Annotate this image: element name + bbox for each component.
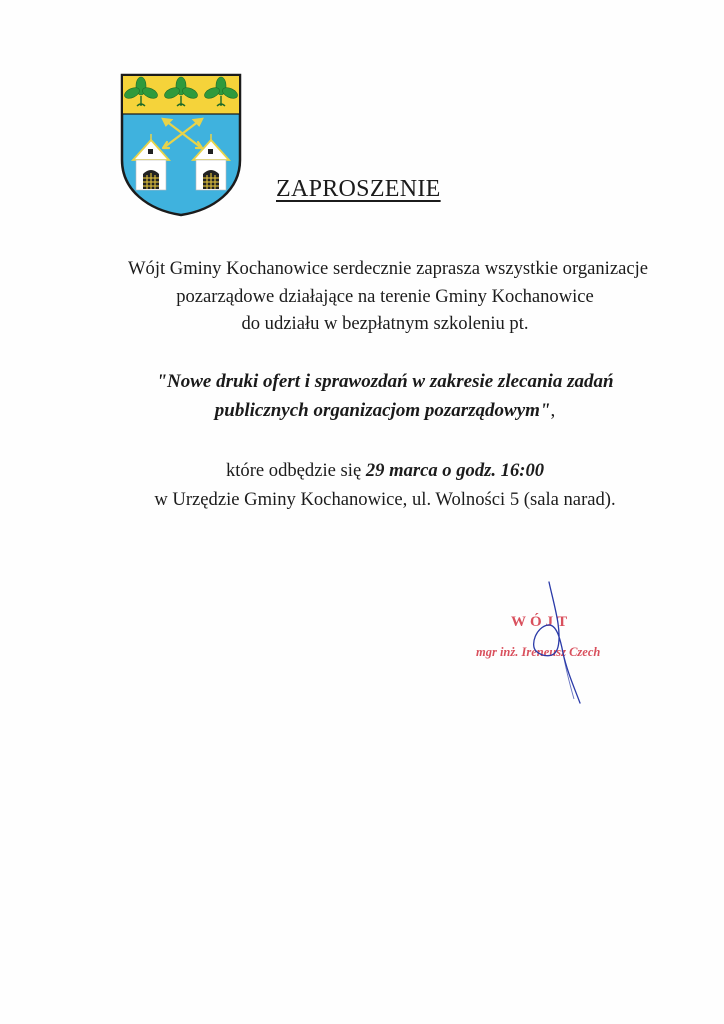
document-title: ZAPROSZENIE (276, 176, 441, 202)
handwritten-signature-icon (470, 575, 620, 715)
intro-paragraph (0, 255, 724, 338)
signature-role-stamp: WÓJT (511, 614, 572, 630)
training-title-line-text: publicznych organizacjom pozarządowym" (214, 400, 551, 421)
training-title-line: "Nowe druki ofert i sprawozdań w zakresie zlecania zadań (156, 371, 614, 392)
event-date-time: 29 marca o godz. 16:00 (365, 460, 545, 481)
training-title-line (46, 396, 724, 425)
intro-line: pozarządowe działające na terenie Gminy Kochanowice (176, 285, 594, 307)
signature-name-stamp: mgr inż. Ireneusz Czech (476, 645, 601, 659)
intro-line: Wójt Gminy Kochanowice serdecznie zaprasza wszystkie organizacje (127, 258, 649, 279)
event-date-line (46, 456, 724, 485)
training-title (0, 367, 724, 425)
event-location: w Urzędzie Gminy Kochanowice, ul. Wolności 5 (sala narad). (154, 489, 616, 510)
event-prefix: które odbędzie się (225, 460, 366, 481)
signature-block (470, 575, 620, 715)
coat-of-arms-icon (119, 72, 243, 218)
intro-line: do udziału w bezpłatnym szkoleniu pt. (241, 313, 529, 334)
event-details (0, 456, 724, 514)
training-title-comma: , (550, 400, 556, 421)
